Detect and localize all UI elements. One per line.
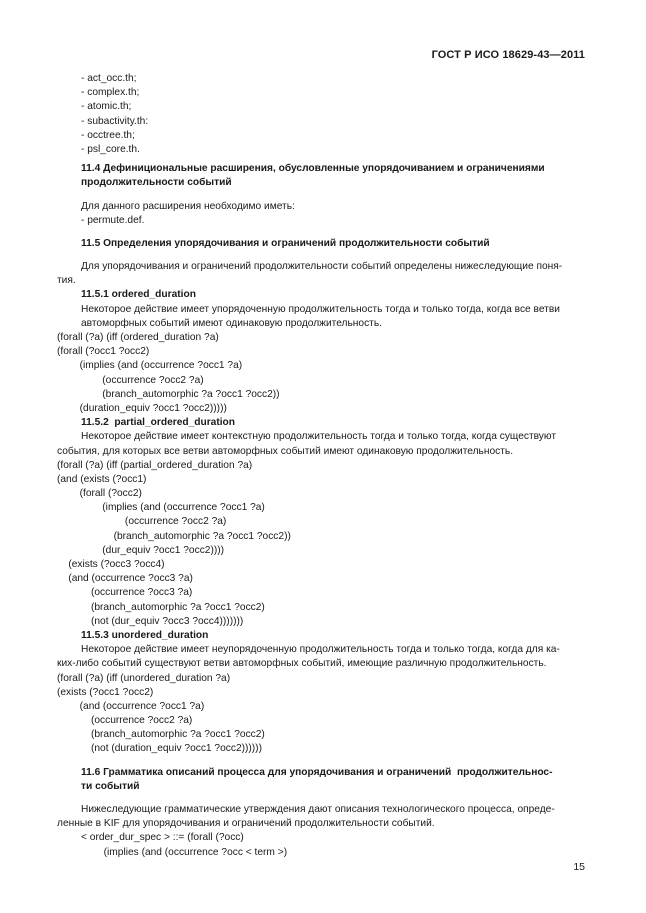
list-item: - occtree.th; bbox=[81, 129, 135, 141]
code-line: (duration_equiv ?occ1 ?occ2))))) bbox=[57, 402, 227, 414]
code-line: (forall (?a) (iff (ordered_duration ?a) bbox=[57, 332, 219, 343]
list-item: - psl_core.th. bbox=[81, 143, 140, 155]
code-line: (forall (?a) (iff (partial_ordered_duration ?a) bbox=[57, 459, 253, 471]
list-item: - act_occ.th; bbox=[81, 73, 137, 84]
paragraph-cont: тия. bbox=[57, 275, 76, 287]
section-title-cont: продолжительности событий bbox=[81, 177, 232, 189]
subsection-title: 11.5.1 ordered_duration bbox=[81, 289, 196, 301]
code-line: (occurrence ?occ3 ?a) bbox=[57, 587, 193, 599]
section-title: 11.6 Грамматика описаний процесса для упорядочивания и ограничений продолжительнос- bbox=[81, 766, 553, 778]
paragraph: Для упорядочивания и ограничений продолжительности событий определены нижеследующие поня- bbox=[81, 261, 563, 273]
paragraph: Некоторое действие имеет неупорядоченную продолжительность тогда и только тогда, когда для ка- bbox=[81, 644, 560, 656]
code-block bbox=[57, 672, 587, 757]
code-line: (occurrence ?occ2 ?a) bbox=[57, 374, 204, 386]
page-content bbox=[57, 72, 587, 860]
section-title: 11.4 Дефинициональные расширения, обусловленные упорядочиванием и ограничениями bbox=[81, 163, 545, 175]
code-block bbox=[57, 831, 587, 859]
subsection-title: 11.5.3 unordered_duration bbox=[81, 629, 209, 641]
code-line: (exists (?occ1 ?occ2) bbox=[57, 686, 154, 698]
subsection-title: 11.5.2 partial_ordered_duration bbox=[81, 417, 236, 429]
code-line: (implies (and (occurrence ?occ < term >) bbox=[81, 846, 288, 858]
code-line: (occurrence ?occ2 ?a) bbox=[57, 715, 193, 727]
standard-header: ГОСТ Р ИСО 18629-43—2011 bbox=[431, 49, 585, 61]
section-11-4 bbox=[57, 162, 587, 228]
section-11-5-1 bbox=[57, 288, 587, 416]
code-line: (and (occurrence ?occ1 ?a) bbox=[57, 700, 205, 712]
section-title-cont: ти событий bbox=[81, 780, 140, 792]
code-line: (not (dur_equiv ?occ3 ?occ4))))))) bbox=[57, 615, 244, 627]
section-11-6 bbox=[57, 766, 587, 860]
list-item: - complex.th; bbox=[81, 87, 140, 99]
page-number: 15 bbox=[573, 861, 585, 873]
code-line: (forall (?a) (iff (unordered_duration ?a) bbox=[57, 672, 231, 684]
code-line: (exists (?occ3 ?occ4) bbox=[57, 559, 165, 570]
paragraph-cont: события, для которых все ветви автоморфных событий имеют одинаковую продолжительность. bbox=[57, 445, 514, 457]
code-line: (occurrence ?occ2 ?a) bbox=[57, 516, 227, 528]
code-block bbox=[57, 331, 587, 416]
paragraph: Некоторое действие имеет упорядоченную продолжительность тогда и только тогда, когда все ветви bbox=[81, 303, 560, 315]
code-line: (implies (and (occurrence ?occ1 ?a) bbox=[57, 360, 243, 372]
paragraph-cont: ленные в KIF для упорядочивания и ограничений продолжительности событий. bbox=[57, 818, 435, 830]
section-11-5 bbox=[57, 237, 587, 289]
code-line: (forall (?occ1 ?occ2) bbox=[57, 346, 150, 358]
code-line: (branch_automorphic ?a ?occ1 ?occ2) bbox=[57, 729, 265, 741]
paragraph-cont: автоморфных событий имеют одинаковую продолжительность. bbox=[81, 317, 382, 329]
section-title: 11.5 Определения упорядочивания и ограничений продолжительности событий bbox=[81, 237, 490, 249]
code-line: (forall (?occ2) bbox=[57, 488, 142, 500]
code-line: (dur_equiv ?occ1 ?occ2)))) bbox=[57, 544, 225, 556]
section-11-5-3 bbox=[57, 629, 587, 757]
paragraph: Некоторое действие имеет контекстную продолжительность тогда и только тогда, когда существуют bbox=[81, 431, 556, 443]
code-line: (branch_automorphic ?a ?occ1 ?occ2) bbox=[57, 601, 265, 613]
theory-list bbox=[57, 72, 587, 157]
paragraph: Для данного расширения необходимо иметь: bbox=[81, 200, 295, 212]
code-line: (not (duration_equiv ?occ1 ?occ2)))))) bbox=[57, 743, 262, 755]
list-item: - atomic.th; bbox=[81, 101, 132, 113]
paragraph: Нижеследующие грамматические утверждения дают описания технологического процесса, опреде- bbox=[81, 804, 555, 815]
section-11-5-2 bbox=[57, 416, 587, 629]
code-line: (implies (and (occurrence ?occ1 ?a) bbox=[57, 502, 265, 514]
code-line: < order_dur_spec > ::= (forall (?occ) bbox=[81, 832, 244, 844]
code-line: (branch_automorphic ?a ?occ1 ?occ2)) bbox=[57, 530, 291, 542]
code-line: (and (exists (?occ1) bbox=[57, 473, 147, 485]
code-line: (and (occurrence ?occ3 ?a) bbox=[57, 573, 193, 585]
code-block bbox=[57, 459, 587, 629]
list-item: - subactivity.th: bbox=[81, 115, 149, 127]
paragraph: - permute.def. bbox=[81, 214, 145, 226]
paragraph-cont: ких-либо событий существуют ветви автоморфных событий, имеющие различную продолжительность. bbox=[57, 658, 547, 670]
code-line: (branch_automorphic ?a ?occ1 ?occ2)) bbox=[57, 388, 280, 400]
